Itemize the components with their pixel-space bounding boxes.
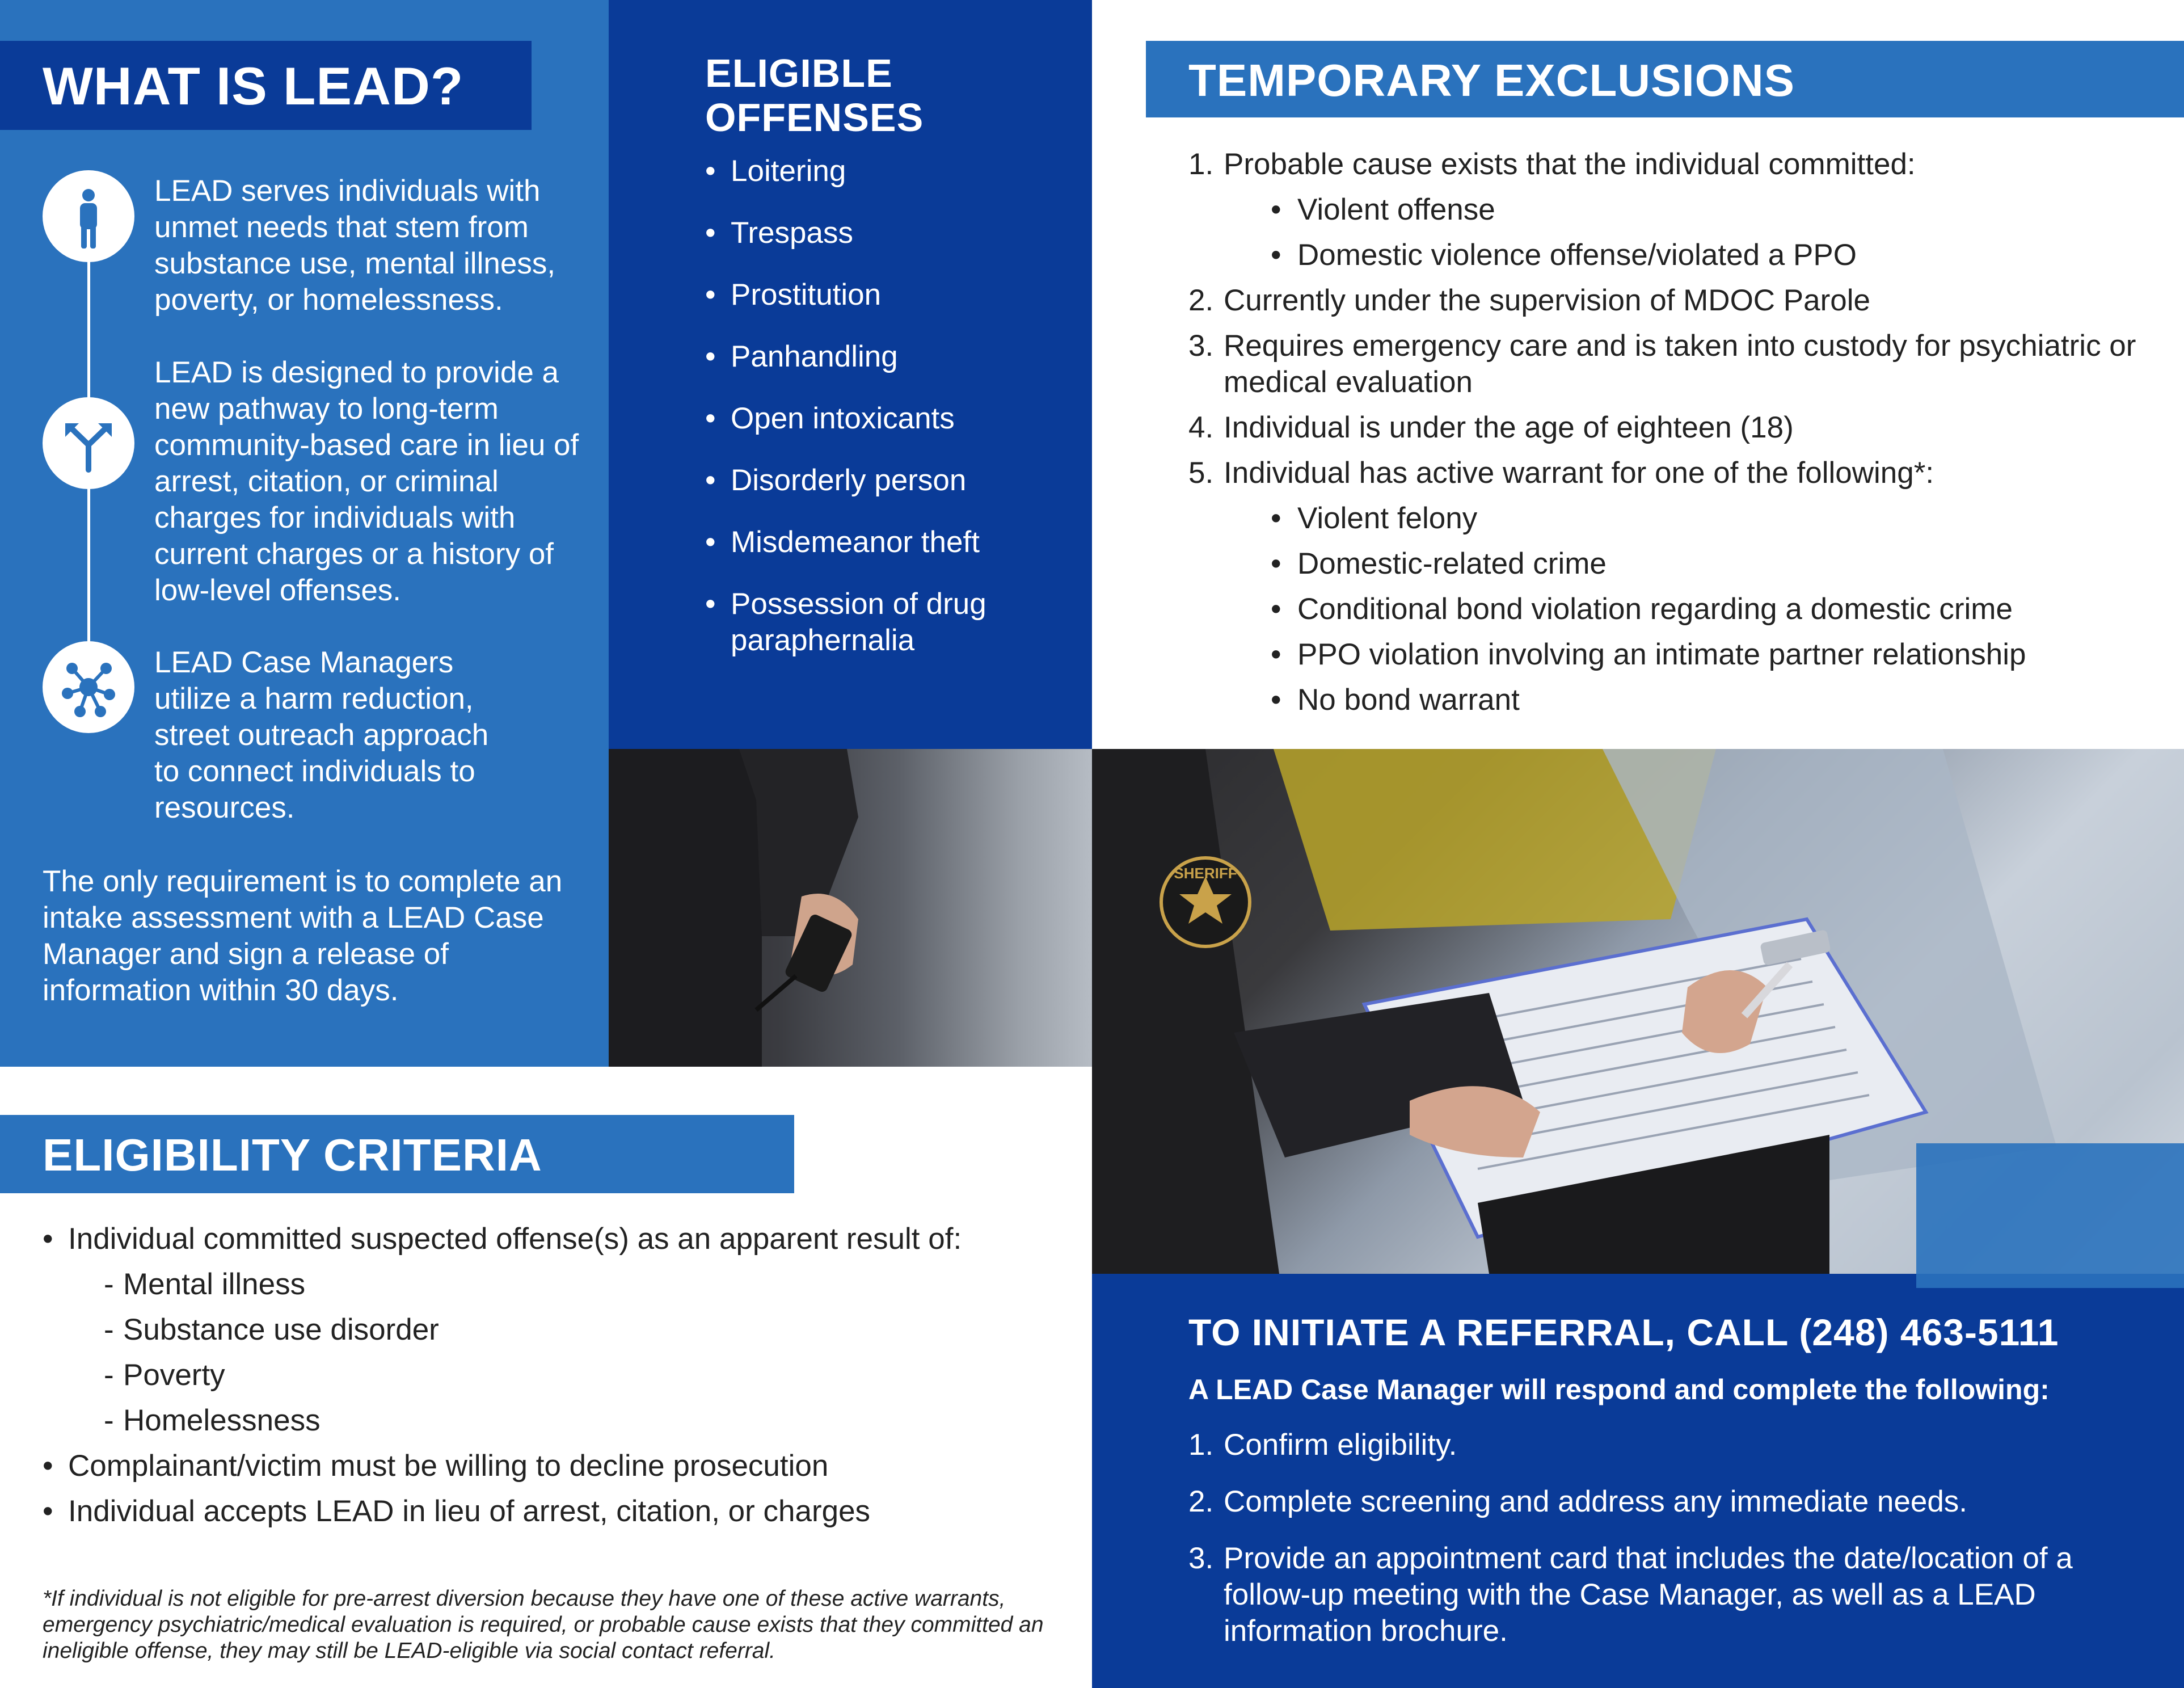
criteria-cause: - Substance use disorder	[43, 1312, 1064, 1348]
exclusion-text: Individual has active warrant for one of the following*:	[1224, 456, 1934, 490]
sheriff-badge-text: SHERIFF	[1174, 865, 1237, 882]
exclusion-subitem: • No bond warrant	[1188, 682, 2153, 718]
referral-step-number: 3.	[1188, 1542, 1214, 1575]
exclusion-number: 4.	[1188, 411, 1214, 444]
lead-point-needs: LEAD serves individuals with unmet needs that stem from substance use, mental illness, poverty, or homelessness.	[154, 174, 556, 317]
officer-radio-photo	[609, 749, 1092, 1067]
split-arrow-icon	[43, 397, 134, 489]
criteria-cause: - Poverty	[43, 1357, 1064, 1394]
exclusion-number: 2.	[1188, 284, 1214, 317]
exclusion-subitem: • Violent felony	[1188, 500, 2153, 537]
exclusion-item	[1188, 146, 2153, 183]
referral-subtitle: A LEAD Case Manager will respond and complete the following:	[1188, 1374, 2050, 1405]
criteria-item: • Complainant/victim must be willing to decline prosecution	[43, 1448, 1064, 1484]
temporary-exclusions-list	[1188, 146, 2153, 718]
referral-step-text: Provide an appointment card that includes the date/location of a follow-up meeting with the Case Manager, as well as a LEAD information brochure.	[1224, 1542, 2073, 1648]
exclusion-item	[1188, 455, 2153, 491]
criteria-cause: - Mental illness	[43, 1266, 1064, 1303]
referral-step-number: 2.	[1188, 1485, 1214, 1518]
exclusion-subitem: • Conditional bond violation regarding a domestic crime	[1188, 591, 2153, 628]
criteria-item: • Individual committed suspected offense(s) as an apparent result of:	[43, 1221, 1064, 1257]
exclusion-number: 1.	[1188, 148, 1214, 181]
exclusion-subitem: • PPO violation involving an intimate partner relationship	[1188, 637, 2153, 673]
network-icon	[43, 641, 134, 733]
exclusion-text: Individual is under the age of eighteen (18)	[1224, 411, 1794, 444]
exclusion-item	[1188, 328, 2153, 401]
person-icon	[43, 170, 134, 262]
referral-step	[1188, 1540, 2153, 1649]
referral-step	[1188, 1484, 2153, 1520]
exclusion-item	[1188, 283, 2153, 319]
offense-item: • Trespass	[705, 215, 1068, 251]
offense-item: • Open intoxicants	[705, 401, 1068, 437]
criteria-item: • Individual accepts LEAD in lieu of arrest, citation, or charges	[43, 1493, 1064, 1530]
exclusion-number: 5.	[1188, 456, 1214, 490]
eligibility-criteria-list	[43, 1221, 1064, 1539]
lead-requirement-text: The only requirement is to complete an intake assessment with a LEAD Case Manager and sign a release of information within 30 days.	[43, 865, 563, 1007]
offense-item: • Disorderly person	[705, 462, 1068, 499]
temporary-exclusions-title: TEMPORARY EXCLUSIONS	[1188, 55, 1795, 106]
exclusion-text: Probable cause exists that the individual committed:	[1224, 148, 1916, 181]
criteria-footnote: *If individual is not eligible for pre-arrest diversion because they have one of these active warrants, emergency psychiatric/medical evaluation is required, or probable cause exists that they committed an ineligible offense, they may still be LEAD-eligible via social contact referral.	[43, 1586, 1044, 1663]
exclusion-text: Currently under the supervision of MDOC Parole	[1224, 284, 1870, 317]
eligible-offenses-title: ELIGIBLE OFFENSES	[705, 51, 924, 140]
referral-step-text: Confirm eligibility.	[1224, 1428, 1457, 1462]
lead-point-case-managers: LEAD Case Managers utilize a harm reduction, street outreach approach to connect individuals to resources.	[154, 646, 489, 824]
offense-item: • Possession of drug paraphernalia	[705, 586, 1000, 659]
criteria-cause: - Homelessness	[43, 1403, 1064, 1439]
referral-title: TO INITIATE A REFERRAL, CALL (248) 463-5111	[1188, 1311, 2059, 1353]
exclusion-number: 3.	[1188, 329, 1214, 363]
exclusion-subitem: • Domestic violence offense/violated a PPO	[1188, 237, 2153, 273]
referral-step-text: Complete screening and address any immediate needs.	[1224, 1485, 1968, 1518]
referral-steps-list	[1188, 1427, 2153, 1670]
referral-step	[1188, 1427, 2153, 1463]
exclusion-subitem: • Domestic-related crime	[1188, 546, 2153, 582]
exclusion-item	[1188, 410, 2153, 446]
offense-item: • Prostitution	[705, 277, 1068, 313]
referral-accent-block	[1916, 1143, 2184, 1288]
what-is-lead-title: WHAT IS LEAD?	[43, 56, 464, 116]
eligible-offenses-list	[705, 153, 1068, 684]
exclusion-text: Requires emergency care and is taken into custody for psychiatric or medical evaluation	[1224, 329, 2136, 399]
eligibility-criteria-title: ELIGIBILITY CRITERIA	[43, 1130, 542, 1180]
offense-item: • Misdemeanor theft	[705, 524, 1068, 561]
offense-item: • Panhandling	[705, 339, 1068, 375]
lead-point-pathway: LEAD is designed to provide a new pathway to long-term community-based care in lieu of arrest, citation, or criminal charges for individuals with current charges or a history of low-level offenses.	[154, 356, 579, 607]
referral-step-number: 1.	[1188, 1428, 1214, 1462]
offense-item: • Loitering	[705, 153, 1068, 190]
exclusion-subitem: • Violent offense	[1188, 192, 2153, 228]
